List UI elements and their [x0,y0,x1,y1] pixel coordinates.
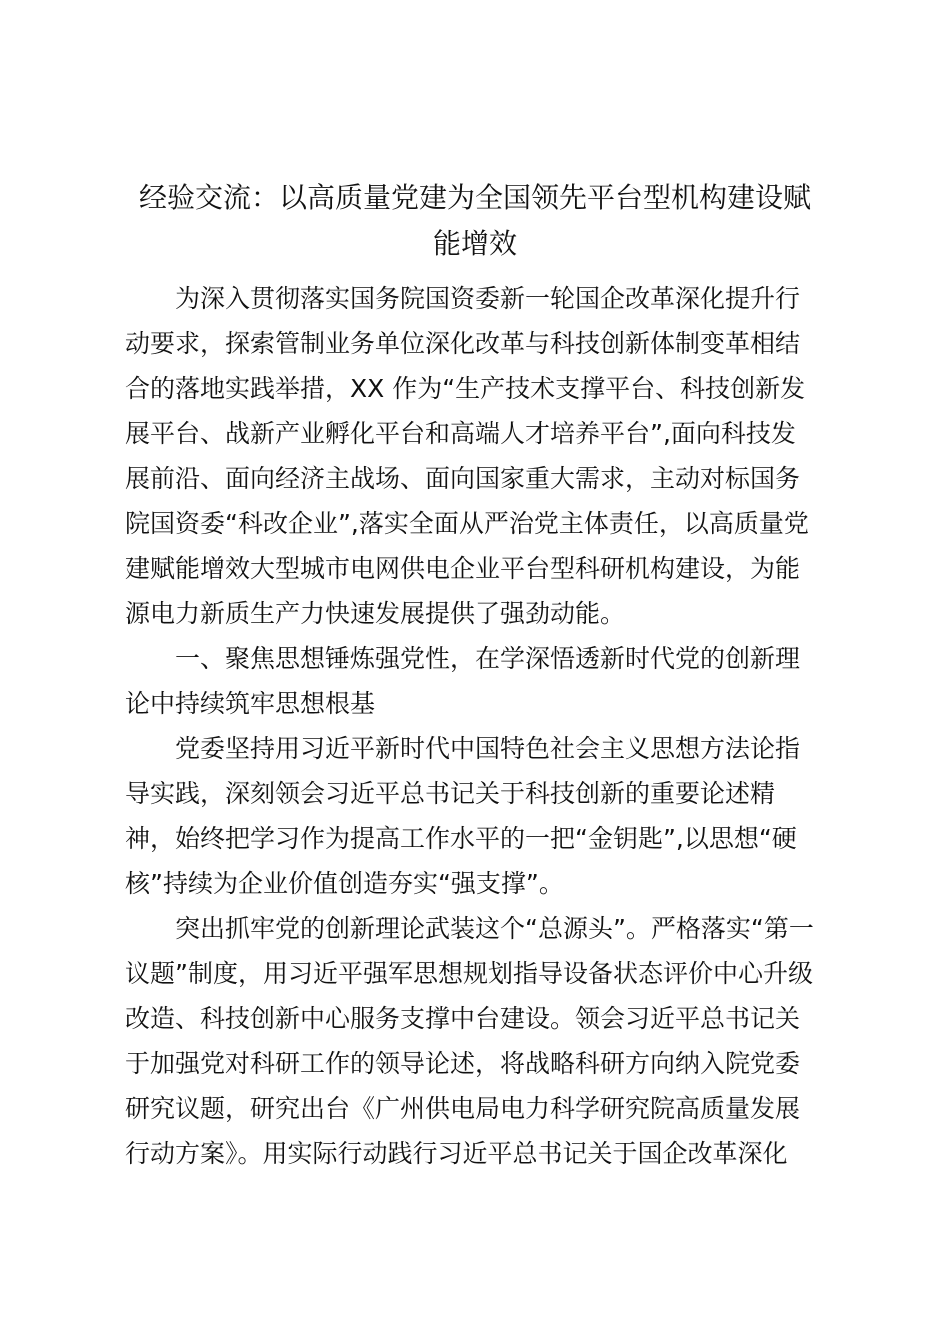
text-line: 一、聚焦思想锤炼强党性，在学深悟透新时代党的创新理 [175,644,801,673]
section-heading [125,636,825,726]
text-line: 动要求，探索管制业务单位深化改革与科技创新体制变革相结 [125,329,801,358]
document-title [100,175,850,267]
text-line: 源电力新质生产力快速发展提供了强劲动能。 [125,599,626,628]
text-line: 导实践，深刻领会习近平总书记关于科技创新的重要论述精 [125,779,776,808]
intro-paragraph [125,276,825,636]
text-line: 神，始终把学习作为提高工作水平的一把“金钥匙”,以思想“硬 [125,824,797,853]
body-paragraph [125,906,825,1176]
body-paragraph [125,726,825,906]
text-line: 于加强党对科研工作的领导论述，将战略科研方向纳入院党委 [125,1049,801,1078]
text-line: 院国资委“科改企业”,落实全面从严治党主体责任，以高质量党 [125,509,809,538]
title-line: 能增效 [432,227,517,260]
text-line: 改造、科技创新中心服务支撑中台建设。领会习近平总书记关 [125,1004,801,1033]
text-line: 论中持续筑牢思想根基 [125,689,376,718]
title-line: 经验交流：以高质量党建为全国领先平台型机构建设赋 [138,181,811,214]
text-line: 议题”制度，用习近平强军思想规划指导设备状态评价中心升级 [125,959,813,988]
text-line: 核”持续为企业价值创造夯实“强支撑”。 [125,869,564,898]
text-line: 研究议题，研究出台《广州供电局电力科学研究院高质量发展 [125,1094,801,1123]
document-body [125,276,825,1176]
text-line: 合的落地实践举措，XX 作为“生产技术支撑平台、科技创新发 [125,374,806,403]
text-line: 为深入贯彻落实国务院国资委新一轮国企改革深化提升行 [175,284,801,313]
text-line: 建赋能增效大型城市电网供电企业平台型科研机构建设，为能 [125,554,801,583]
text-line: 展平台、战新产业孵化平台和高端人才培养平台”,面向科技发 [125,419,796,448]
text-line: 党委坚持用习近平新时代中国特色社会主义思想方法论指 [175,734,801,763]
text-line: 行动方案》。用实际行动践行习近平总书记关于国企改革深化 [125,1139,788,1168]
text-line: 突出抓牢党的创新理论武装这个“总源头”。严格落实“第一 [175,914,814,943]
text-line: 展前沿、面向经济主战场、面向国家重大需求，主动对标国务 [125,464,801,493]
